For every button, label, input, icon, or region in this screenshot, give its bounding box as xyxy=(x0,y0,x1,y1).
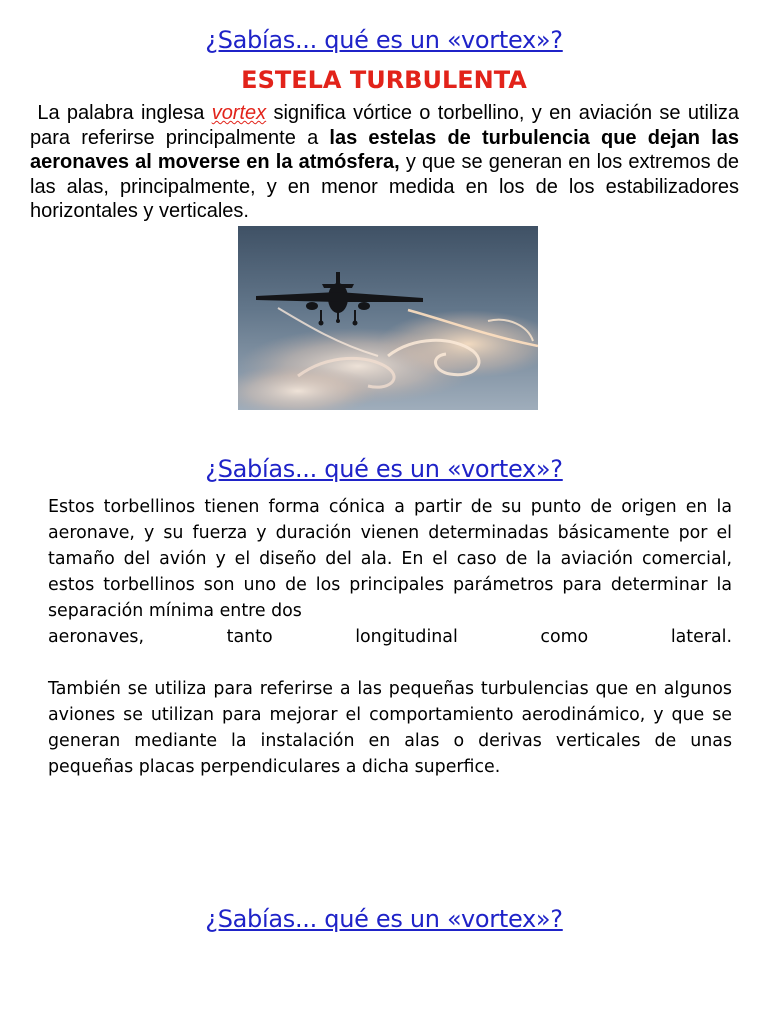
section2-paragraph-1b: aeronaves, tanto longitudinal como lateral. xyxy=(48,626,732,647)
section1-title: ¿Sabías... qué es un «vortex»? xyxy=(205,26,563,54)
p1-bold: las estelas de turbulencia que dejan las aeronaves al moverse en la atmósfera, xyxy=(30,126,740,173)
section3-title: ¿Sabías... qué es un «vortex»? xyxy=(205,905,563,933)
section2-paragraph-2: También se utiliza para referirse a las pequeñas turbulencias que en algunos aviones se utilizan para mejorar el comportamiento aerodinámico, y que se generan mediante la instalación en alas o derivas verticales de unas pequeñas placas perpendiculares a dicha superfice. xyxy=(48,679,732,777)
p1-end: y que se generan en los extremos de las alas, principalmente, y en menor medida en los de los estabilizadores horizontales y verticales. xyxy=(30,151,739,222)
p1-mid: significa vórtice o torbellino, y en aviación se utiliza para referirse principalmente a xyxy=(30,102,740,149)
section2-paragraph-1 xyxy=(48,495,732,650)
section1-subtitle: ESTELA TURBULENTA xyxy=(241,66,527,94)
p1-start: La palabra inglesa xyxy=(37,102,212,124)
section2-paragraph-1a: Estos torbellinos tienen forma cónica a partir de su punto de origen en la aeronave, y su fuerza y duración vienen determinadas básicamente por el tamaño del avión y el diseño del ala. En el caso de la aviación comercial, estos torbellinos son uno de los principales parámetros para determinar la separación mínima entre dos xyxy=(48,497,732,621)
airplane-vortex-photo xyxy=(238,226,538,410)
p1-keyword: vortex xyxy=(211,102,267,124)
section2-title: ¿Sabías... qué es un «vortex»? xyxy=(205,455,563,483)
section1-paragraph xyxy=(30,101,739,224)
